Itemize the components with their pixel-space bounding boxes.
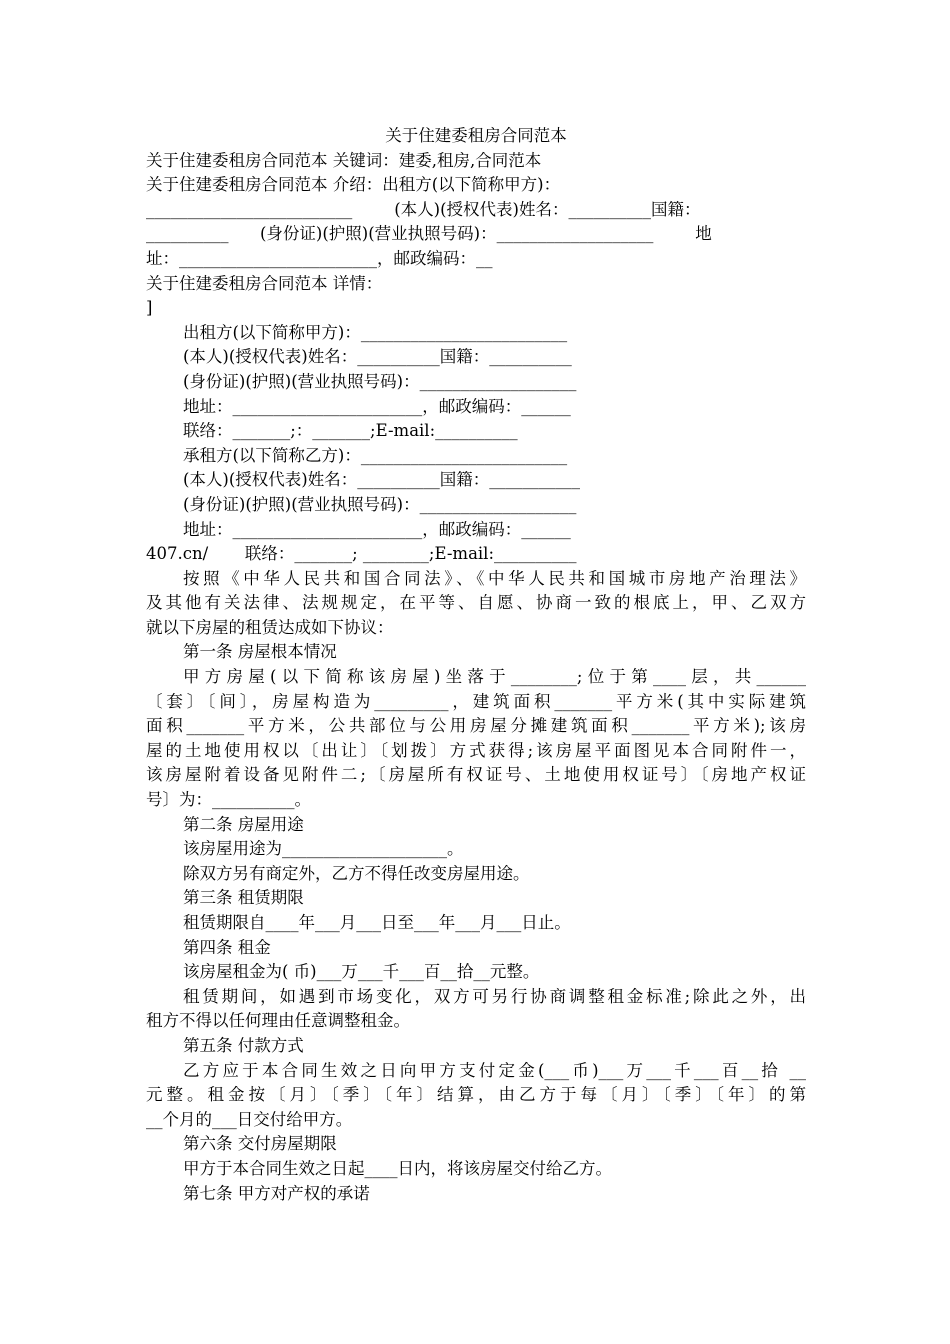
article-heading: 第六条 交付房屋期限: [183, 1134, 337, 1154]
lessor-line: 地址：_______________________，邮政编码：______: [183, 396, 571, 416]
document-title: 关于住建委租房合同范本: [385, 126, 567, 145]
article-text: 租赁期间，如遇到市场变化，双方可另行协商调整租金标准;除此之外，出: [183, 986, 806, 1006]
intro-line: 址：________________________，邮政编码：__: [146, 248, 493, 268]
keywords-line: 关于住建委租房合同范本 关键词：建委,租房,合同范本: [146, 150, 542, 170]
intro-line: 关于住建委租房合同范本 介绍：出租方(以下简称甲方)：: [146, 175, 561, 195]
article-text: 该房屋租金为( 币)___万___千___百__拾__元整。: [183, 962, 540, 982]
lessee-line: 地址：_______________________，邮政编码：______: [183, 519, 571, 539]
article-text: 该房屋用途为____________________。: [183, 839, 464, 859]
article-text: __个月的___日交付给甲方。: [146, 1109, 353, 1129]
article-text: 租方不得以任何理由任意调整租金。: [146, 1011, 410, 1031]
article-text: 该房屋附着设备见附件二;〔房屋所有权证号、土地使用权证号〕〔房地产权证: [146, 765, 806, 785]
preamble-line: 按照《中华人民共和国合同法》、《中华人民共和国城市房地产治理法》: [183, 568, 806, 588]
lessor-line: (本人)(授权代表)姓名：__________国籍：__________: [183, 347, 572, 367]
article-heading: 第一条 房屋根本情况: [183, 642, 337, 662]
article-text: 号〕为：__________。: [146, 790, 311, 810]
article-text: 元整。租金按〔月〕〔季〕〔年〕结算，由乙方于每〔月〕〔季〕〔年〕的第: [146, 1085, 806, 1105]
bracket-line: ]: [146, 298, 153, 318]
lessee-line: (本人)(授权代表)姓名：__________国籍：___________: [183, 470, 580, 490]
details-line: 关于住建委租房合同范本 详情：: [146, 273, 383, 293]
article-text: 乙方应于本合同生效之日向甲方支付定金(___币)___万___千___百__拾 __: [183, 1060, 806, 1080]
article-text: 〔套〕〔间〕，房屋构造为_________，建筑面积_______平方米(其中实际建筑: [146, 691, 806, 711]
lessee-line: 407.cn/ 联络：_______; ________;E-mail:__________: [146, 544, 577, 564]
article-text: 甲方房屋(以下简称该房屋)坐落于________;位于第____层，共______: [183, 667, 806, 687]
article-heading: 第四条 租金: [183, 937, 271, 957]
lessor-line: (身份证)(护照)(营业执照号码)：___________________: [183, 371, 577, 391]
preamble-line: 就以下房屋的租赁达成如下协议：: [146, 617, 394, 637]
lessee-line: 承租方(以下简称乙方)：_________________________: [183, 445, 568, 465]
article-text: 屋的土地使用权以〔出让〕〔划拨〕方式获得;该房屋平面图见本合同附件一，: [146, 740, 806, 760]
lessor-line: 出租方(以下简称甲方)：_________________________: [183, 322, 568, 342]
article-text: 面积_______平方米，公共部位与公用房屋分摊建筑面积_______平方米);该房: [146, 716, 806, 736]
lessor-line: 联络：_______;：_______;E-mail:__________: [183, 421, 518, 441]
article-text: 甲方于本合同生效之日起____日内，将该房屋交付给乙方。: [183, 1158, 612, 1178]
preamble-line: 及其他有关法律、法规规定，在平等、自愿、协商一致的根底上，甲、乙双方: [146, 593, 806, 613]
article-heading: 第三条 租赁期限: [183, 888, 304, 908]
article-text: 租赁期限自____年___月___日至___年___月___日止。: [183, 913, 571, 932]
article-heading: 第七条 甲方对产权的承诺: [183, 1183, 370, 1203]
intro-line: _________________________ (本人)(授权代表)姓名：__________国籍：: [146, 199, 701, 219]
document-page: [146, 124, 806, 1206]
article-heading: 第五条 付款方式: [183, 1035, 304, 1055]
intro-line: __________ (身份证)(护照)(营业执照号码)：___________________ 地: [146, 224, 712, 244]
lessee-line: (身份证)(护照)(营业执照号码)：___________________: [183, 494, 577, 514]
article-text: 除双方另有商定外，乙方不得任改变房屋用途。: [183, 863, 530, 883]
article-heading: 第二条 房屋用途: [183, 814, 304, 834]
